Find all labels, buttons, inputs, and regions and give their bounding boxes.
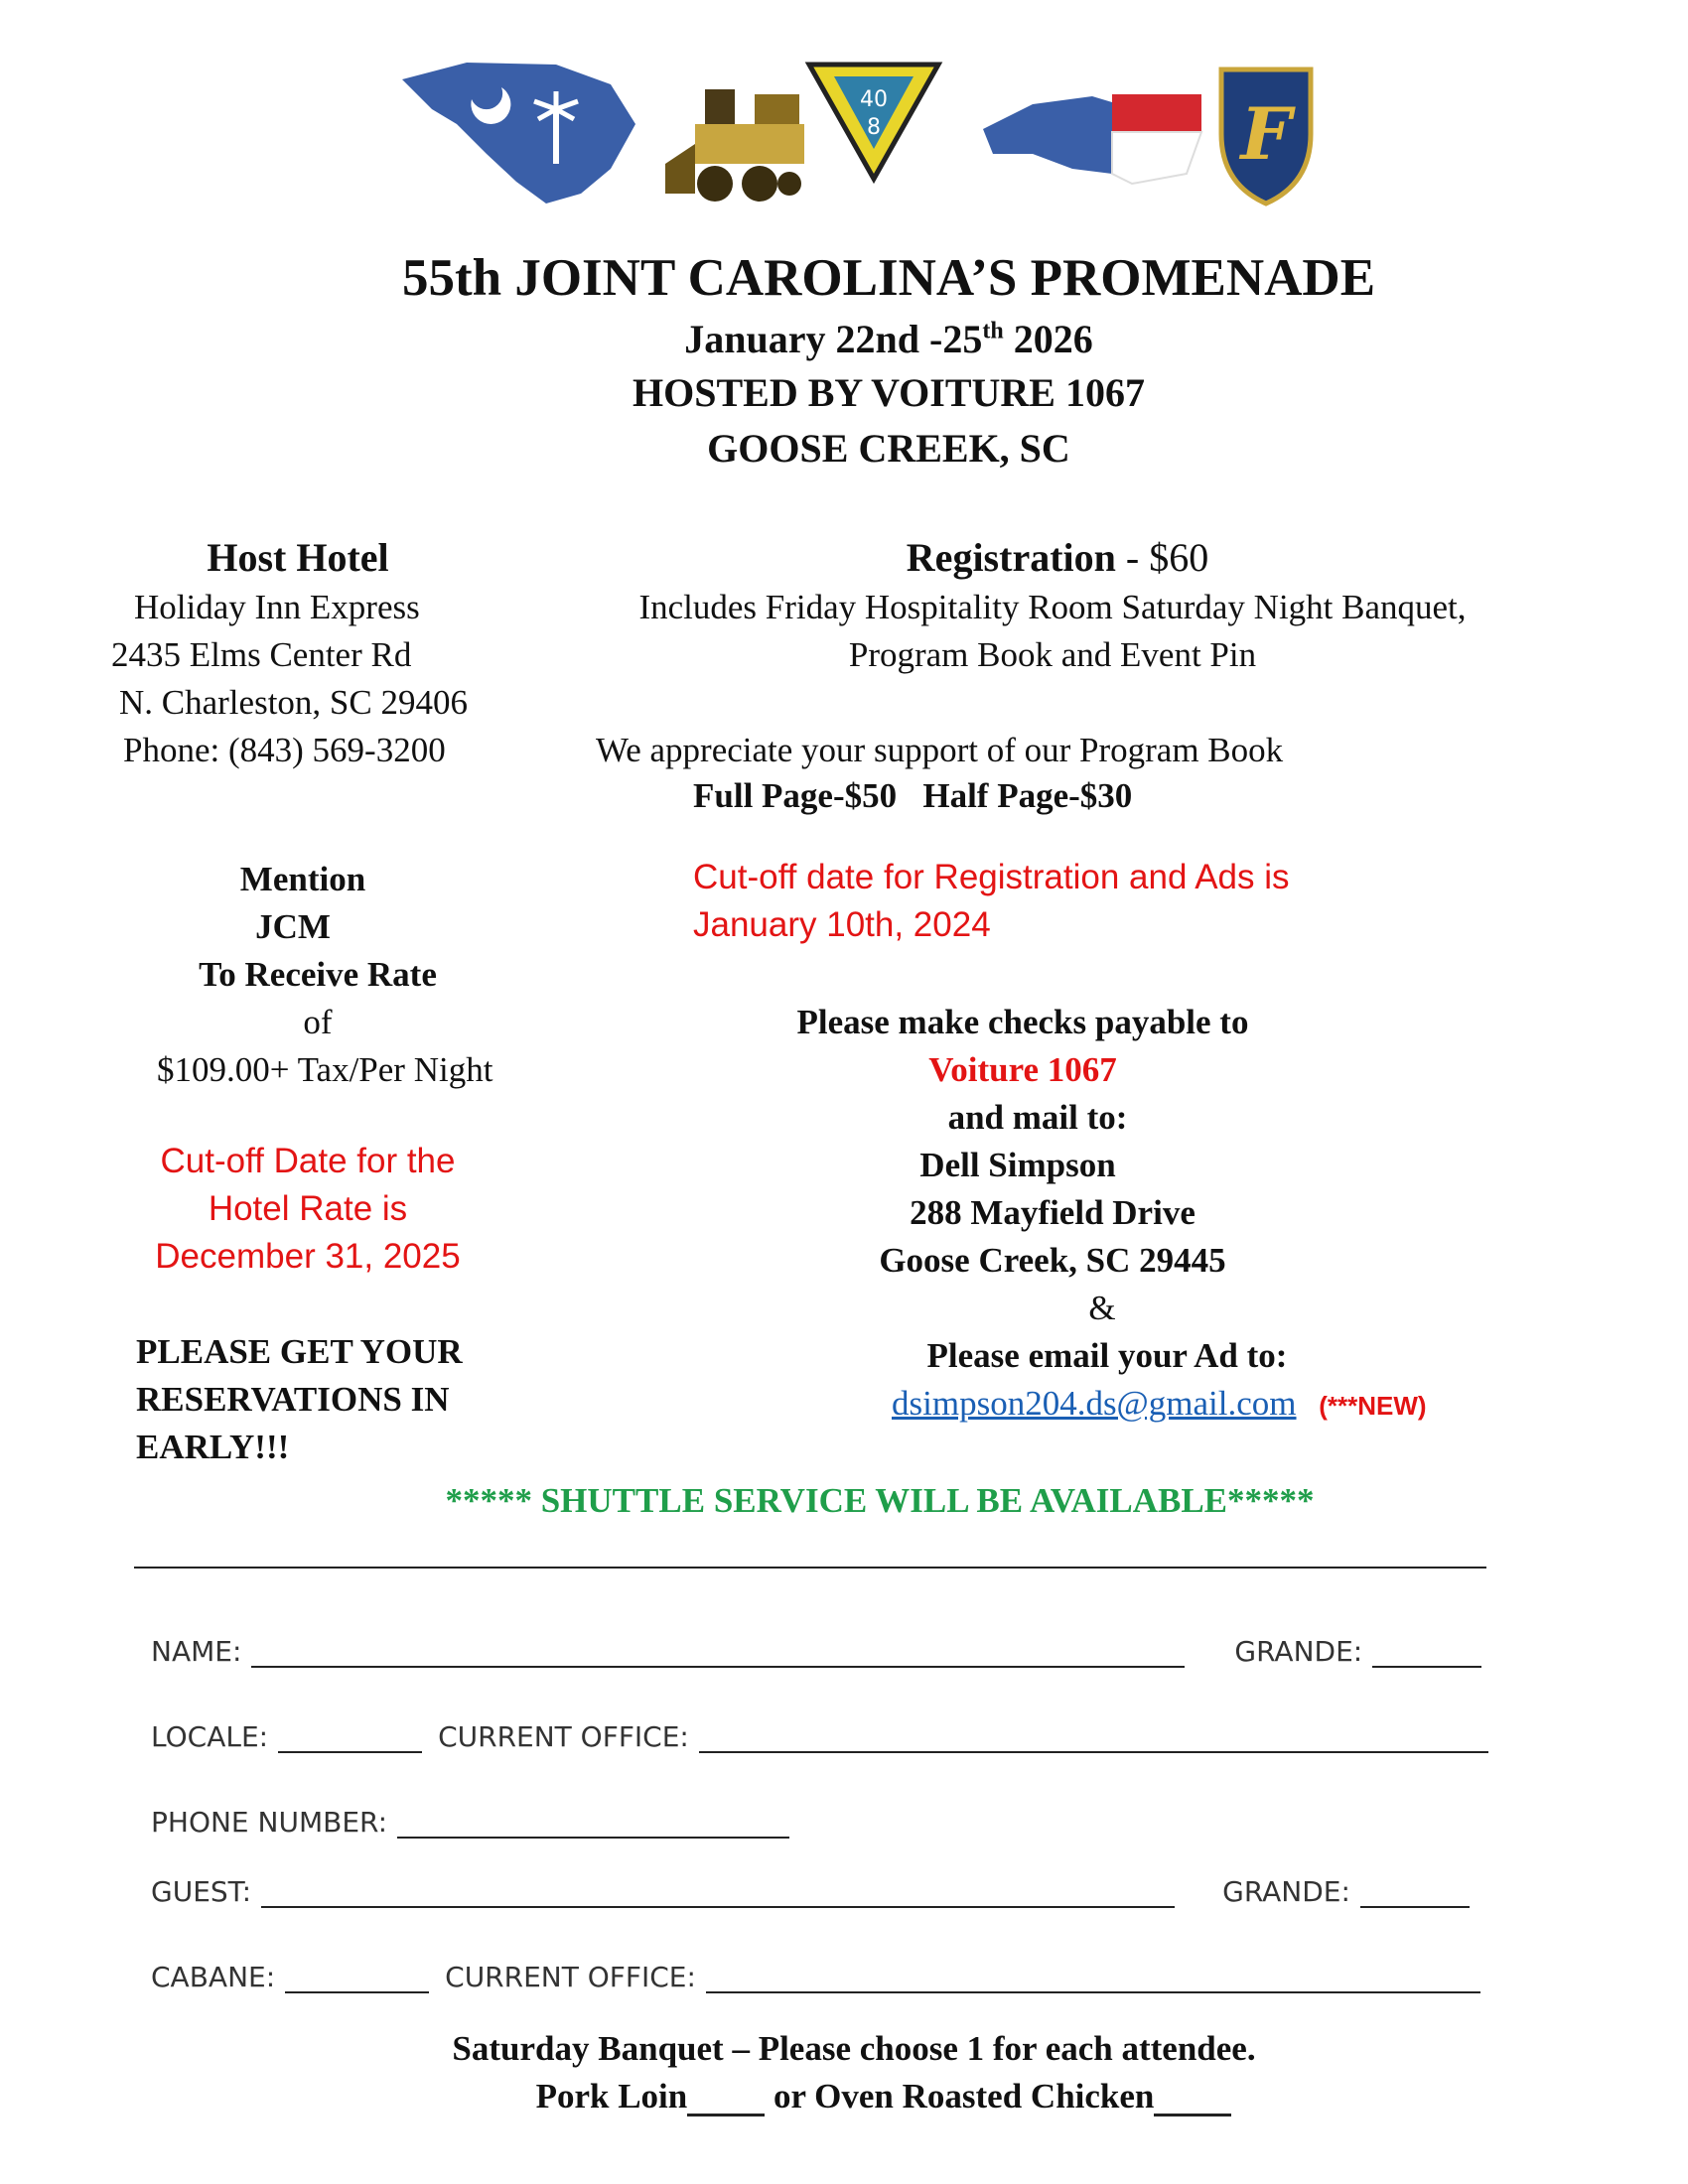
registration-cutoff-1: Cut-off date for Registration and Ads is: [693, 858, 1290, 896]
hotel-cutoff-3: December 31, 2025: [155, 1237, 461, 1276]
of-label: of: [303, 1003, 333, 1041]
chicken-option: Oven Roasted Chicken: [814, 2077, 1155, 2116]
svg-text:8: 8: [867, 115, 881, 140]
mention-label: Mention: [239, 860, 366, 898]
ad-prices: Full Page-$50 Half Page-$30: [693, 776, 1133, 815]
shuttle-notice: ***** SHUTTLE SERVICE WILL BE AVAILABLE*****: [445, 1481, 1315, 1520]
pork-loin-field[interactable]: [687, 2088, 765, 2116]
cabane-label: CABANE:: [151, 1961, 276, 1993]
hotel-street: 2435 Elms Center Rd: [111, 635, 412, 674]
registration-cutoff-2: January 10th, 2024: [693, 905, 991, 944]
grande-label: GRANDE:: [1234, 1635, 1363, 1668]
hotel-phone: Phone: (843) 569-3200: [123, 731, 446, 769]
name-field[interactable]: [251, 1636, 1185, 1668]
payee: Voiture 1067: [928, 1050, 1117, 1089]
pork-loin-option: Pork Loin: [535, 2077, 688, 2116]
form-row-name: [151, 1628, 1481, 1668]
grande-field[interactable]: [1372, 1636, 1481, 1668]
page-title: 55th JOINT CAROLINA’S PROMENADE: [401, 249, 1376, 307]
logo-banner: [397, 55, 1321, 223]
cabane-office-label: CURRENT OFFICE:: [445, 1961, 696, 1993]
divider: [134, 1567, 1486, 1569]
current-office-label: CURRENT OFFICE:: [438, 1720, 689, 1753]
locomotive-icon: [665, 89, 804, 202]
event-location: GOOSE CREEK, SC: [707, 426, 1070, 471]
registration-includes-2: Program Book and Event Pin: [848, 635, 1257, 674]
guest-grande-field[interactable]: [1360, 1876, 1470, 1908]
guest-label: GUEST:: [151, 1875, 252, 1908]
south-carolina-state-icon: [402, 63, 635, 204]
phone-field[interactable]: [397, 1807, 789, 1839]
reserve-notice-2: RESERVATIONS IN: [136, 1380, 450, 1419]
cabane-field[interactable]: [285, 1962, 429, 1993]
chicken-field[interactable]: [1154, 2088, 1231, 2116]
hotel-cutoff-1: Cut-off Date for the: [160, 1142, 456, 1180]
ampersand: &: [1088, 1289, 1116, 1327]
contact-street: 288 Mayfield Drive: [910, 1193, 1196, 1232]
checks-payable: Please make checks payable to: [796, 1003, 1249, 1041]
guest-grande-label: GRANDE:: [1222, 1875, 1350, 1908]
svg-text:F: F: [1240, 91, 1292, 176]
form-row-locale: [151, 1713, 1488, 1753]
north-carolina-state-icon: [983, 94, 1201, 184]
svg-text:40: 40: [860, 87, 888, 112]
email-prompt: Please email your Ad to:: [926, 1336, 1288, 1375]
receive-rate: To Receive Rate: [199, 955, 437, 994]
contact-name: Dell Simpson: [919, 1146, 1116, 1184]
form-row-guest: [151, 1868, 1470, 1908]
mail-to: and mail to:: [947, 1098, 1128, 1137]
form-row-phone: [151, 1799, 789, 1839]
registration-includes-1: Includes Friday Hospitality Room Saturday Night Banquet,: [638, 588, 1467, 626]
banquet-options: Pork Loin or Oven Roasted Chicken: [0, 2077, 1688, 2116]
email-line: [892, 1384, 1427, 1424]
phone-label: PHONE NUMBER:: [151, 1806, 388, 1839]
hosted-by: HOSTED BY VOITURE 1067: [633, 370, 1145, 415]
registration-heading: Registration - $60: [906, 535, 1209, 580]
shield-f-emblem: [1221, 69, 1311, 204]
hotel-city: N. Charleston, SC 29406: [119, 683, 468, 722]
hotel-name: Holiday Inn Express: [134, 588, 420, 626]
form-row-cabane: [151, 1954, 1480, 1993]
locale-field[interactable]: [278, 1721, 422, 1753]
hotel-rate: $109.00+ Tax/Per Night: [157, 1050, 493, 1089]
hotel-cutoff-2: Hotel Rate is: [208, 1189, 408, 1228]
locale-label: LOCALE:: [151, 1720, 269, 1753]
program-book-support: We appreciate your support of our Program Book: [596, 731, 1284, 769]
reserve-notice-3: EARLY!!!: [136, 1428, 290, 1466]
contact-city: Goose Creek, SC 29445: [879, 1241, 1226, 1280]
email-link[interactable]: dsimpson204.ds@gmail.com: [892, 1384, 1297, 1423]
event-dates: January 22nd -25th 2026: [684, 317, 1093, 361]
reserve-notice-1: PLEASE GET YOUR: [136, 1332, 463, 1371]
cabane-office-field[interactable]: [706, 1962, 1480, 1993]
name-label: NAME:: [151, 1635, 242, 1668]
guest-field[interactable]: [261, 1876, 1175, 1908]
current-office-field[interactable]: [699, 1721, 1488, 1753]
hotel-heading: Host Hotel: [207, 535, 389, 580]
forty-and-eight-emblem: [809, 65, 938, 179]
rate-code: JCM: [255, 907, 331, 946]
banquet-instructions: Saturday Banquet – Please choose 1 for each attendee.: [452, 2029, 1256, 2068]
email-new-badge: (***NEW): [1319, 1391, 1427, 1421]
